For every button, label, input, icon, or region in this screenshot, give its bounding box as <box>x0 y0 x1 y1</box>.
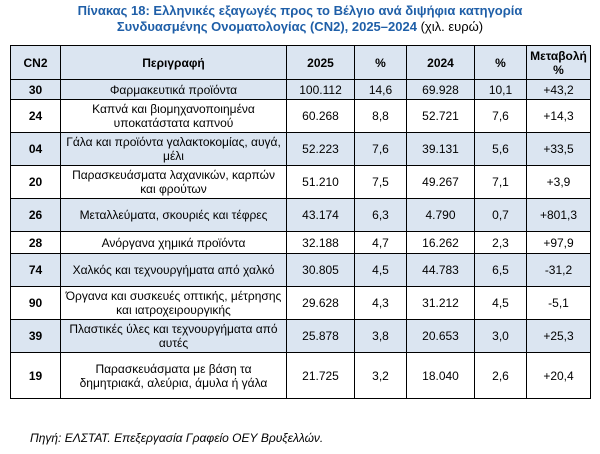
cell-description: Μεταλλεύματα, σκουριές και τέφρες <box>61 199 287 232</box>
cell-description: Όργανα και συσκευές οπτικής, μέτρησης και ιατροχειρουργικής <box>61 287 287 320</box>
cell-value-2024: 4.790 <box>407 199 475 232</box>
cell-pct-2024: 0,7 <box>475 199 527 232</box>
table-row <box>11 353 591 399</box>
cell-pct-2024: 7,6 <box>475 100 527 133</box>
table-row <box>11 287 591 320</box>
cell-cn2: 26 <box>11 199 61 232</box>
cell-pct-2025: 6,3 <box>355 199 407 232</box>
cell-cn2: 30 <box>11 80 61 100</box>
cell-change: +20,4 <box>527 353 591 399</box>
cell-pct-2025: 7,5 <box>355 166 407 199</box>
cell-value-2025: 52.223 <box>287 133 355 166</box>
header-row <box>11 46 591 80</box>
source-note: Πηγή: ΕΛΣΤΑΤ. Επεξεργασία Γραφείο ΟΕΥ Βρυξελλών. <box>30 431 324 445</box>
cell-change: +14,3 <box>527 100 591 133</box>
cell-value-2025: 21.725 <box>287 353 355 399</box>
cell-pct-2025: 14,6 <box>355 80 407 100</box>
cell-pct-2025: 4,3 <box>355 287 407 320</box>
table-row <box>11 166 591 199</box>
table-row <box>11 232 591 254</box>
cell-pct-2024: 4,5 <box>475 287 527 320</box>
cell-description: Γάλα και προϊόντα γαλακτοκομίας, αυγά, μέλι <box>61 133 287 166</box>
cell-cn2: 19 <box>11 353 61 399</box>
cell-value-2024: 31.212 <box>407 287 475 320</box>
cell-pct-2024: 6,5 <box>475 254 527 287</box>
table-row <box>11 254 591 287</box>
header-2025: 2025 <box>287 46 355 80</box>
cell-change: +801,3 <box>527 199 591 232</box>
title-line-2-text: Συνδυασμένης Ονοματολογίας (CN2), 2025–2024 <box>116 19 417 34</box>
cell-pct-2024: 7,1 <box>475 166 527 199</box>
cell-change: -31,2 <box>527 254 591 287</box>
table-row <box>11 80 591 100</box>
cell-value-2024: 52.721 <box>407 100 475 133</box>
header-pct-2024: % <box>475 46 527 80</box>
cell-value-2025: 29.628 <box>287 287 355 320</box>
title-unit: (χιλ. ευρώ) <box>420 19 484 34</box>
cell-value-2025: 51.210 <box>287 166 355 199</box>
cell-value-2025: 25.878 <box>287 320 355 353</box>
cell-pct-2025: 8,8 <box>355 100 407 133</box>
header-pct-2025: % <box>355 46 407 80</box>
cell-value-2024: 20.653 <box>407 320 475 353</box>
cell-pct-2025: 7,6 <box>355 133 407 166</box>
table-body <box>11 80 591 399</box>
cell-cn2: 20 <box>11 166 61 199</box>
cell-value-2024: 44.783 <box>407 254 475 287</box>
table-row <box>11 133 591 166</box>
header-2024: 2024 <box>407 46 475 80</box>
cell-change: +33,5 <box>527 133 591 166</box>
cell-description: Φαρμακευτικά προϊόντα <box>61 80 287 100</box>
table-row <box>11 100 591 133</box>
cell-description: Καπνά και βιομηχανοποιημένα υποκατάστατα καπνού <box>61 100 287 133</box>
cell-pct-2025: 4,7 <box>355 232 407 254</box>
exports-table <box>10 45 591 399</box>
cell-change: -5,1 <box>527 287 591 320</box>
cell-value-2024: 16.262 <box>407 232 475 254</box>
cell-cn2: 04 <box>11 133 61 166</box>
cell-value-2024: 49.267 <box>407 166 475 199</box>
header-cn2: CN2 <box>11 46 61 80</box>
title-line-2 <box>0 19 600 35</box>
cell-pct-2024: 2,3 <box>475 232 527 254</box>
title-line-1: Πίνακας 18: Ελληνικές εξαγωγές προς το Βέλγιο ανά διψήφια κατηγορία <box>77 3 523 18</box>
cell-description: Παρασκευάσματα με βάση τα δημητριακά, αλεύρια, άμυλα ή γάλα <box>61 353 287 399</box>
cell-pct-2024: 2,6 <box>475 353 527 399</box>
cell-cn2: 28 <box>11 232 61 254</box>
cell-change: +43,2 <box>527 80 591 100</box>
cell-description: Πλαστικές ύλες και τεχνουργήματα από αυτές <box>61 320 287 353</box>
cell-change: +3,9 <box>527 166 591 199</box>
table-title <box>0 0 600 35</box>
cell-cn2: 39 <box>11 320 61 353</box>
cell-value-2025: 32.188 <box>287 232 355 254</box>
cell-value-2025: 43.174 <box>287 199 355 232</box>
cell-cn2: 24 <box>11 100 61 133</box>
cell-value-2025: 30.805 <box>287 254 355 287</box>
cell-value-2024: 69.928 <box>407 80 475 100</box>
cell-cn2: 74 <box>11 254 61 287</box>
cell-description: Παρασκευάσματα λαχανικών, καρπών και φρούτων <box>61 166 287 199</box>
cell-pct-2024: 5,6 <box>475 133 527 166</box>
cell-pct-2025: 3,2 <box>355 353 407 399</box>
table-row <box>11 199 591 232</box>
cell-value-2024: 18.040 <box>407 353 475 399</box>
cell-pct-2024: 10,1 <box>475 80 527 100</box>
cell-change: +97,9 <box>527 232 591 254</box>
cell-pct-2025: 4,5 <box>355 254 407 287</box>
cell-value-2025: 100.112 <box>287 80 355 100</box>
cell-pct-2024: 3,0 <box>475 320 527 353</box>
cell-cn2: 90 <box>11 287 61 320</box>
cell-change: +25,3 <box>527 320 591 353</box>
cell-description: Χαλκός και τεχνουργήματα από χαλκό <box>61 254 287 287</box>
cell-value-2024: 39.131 <box>407 133 475 166</box>
header-description: Περιγραφή <box>61 46 287 80</box>
cell-value-2025: 60.268 <box>287 100 355 133</box>
cell-description: Ανόργανα χημικά προϊόντα <box>61 232 287 254</box>
cell-pct-2025: 3,8 <box>355 320 407 353</box>
header-change: Μεταβολή % <box>527 46 591 80</box>
table-row <box>11 320 591 353</box>
